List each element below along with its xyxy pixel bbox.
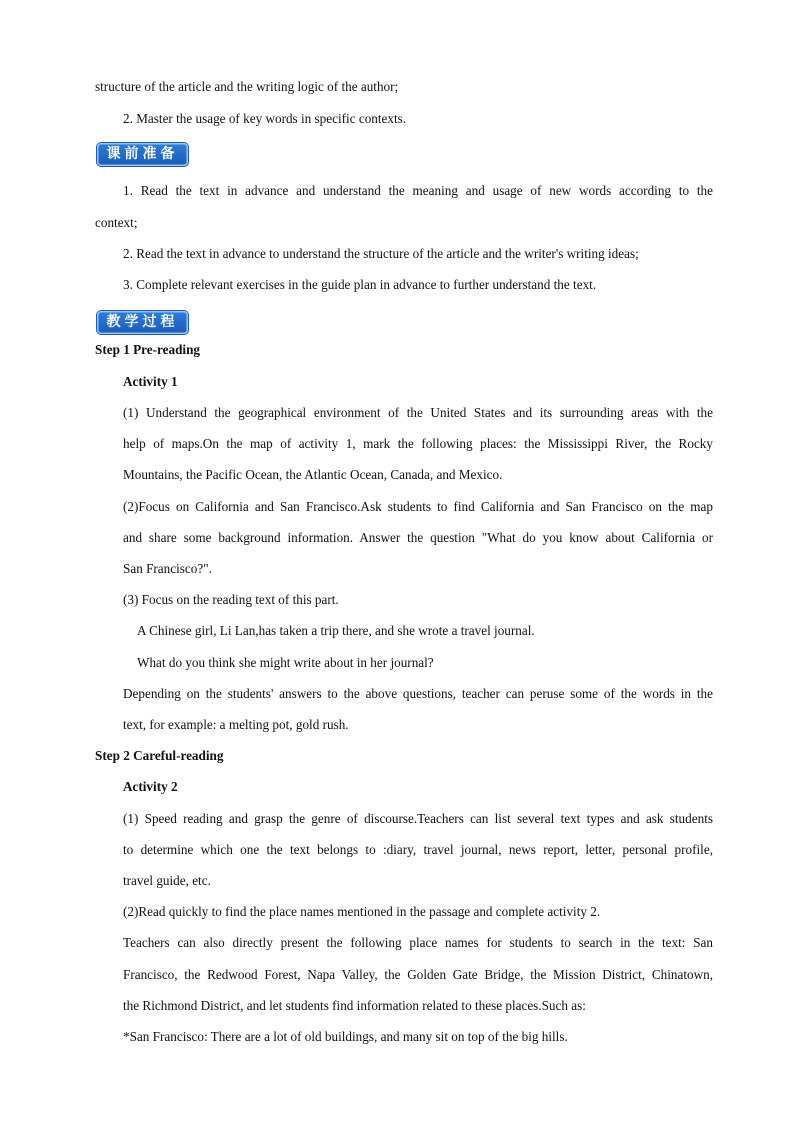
activity-heading: Activity 2: [123, 779, 178, 794]
section-badge-teaching-process: 教学过程: [97, 311, 188, 334]
text-line: (3) Focus on the reading text of this part.: [123, 592, 339, 607]
text-line: travel guide, etc.: [123, 873, 211, 888]
text-line: and share some background information. Answer the question "What do you know about California or: [123, 530, 713, 545]
text-line: A Chinese girl, Li Lan,has taken a trip there, and she wrote a travel journal.: [137, 623, 535, 638]
text-line: Depending on the students' answers to the above questions, teacher can peruse some of the words in the: [123, 686, 713, 701]
step-heading: Step 1 Pre-reading: [95, 342, 201, 357]
text-line: What do you think she might write about in her journal?: [137, 655, 434, 670]
preparation-item-3: 3. Complete relevant exercises in the guide plan in advance to further understand the text.: [123, 277, 597, 292]
text-line: (1) Understand the geographical environment of the United States and its surrounding areas with the: [123, 405, 713, 420]
preparation-item-2: 2. Read the text in advance to understand the structure of the article and the writer's writing ideas;: [123, 246, 639, 261]
section-badge-preparation: 课前准备: [97, 143, 188, 166]
text-line: Francisco, the Redwood Forest, Napa Valley, the Golden Gate Bridge, the Mission District, Chinatown,: [123, 967, 713, 982]
text-line: Teachers can also directly present the following place names for students to search in the text: San: [123, 935, 713, 950]
text-line: context;: [95, 215, 138, 230]
text-line: the Richmond District, and let students find information related to these places.Such as:: [123, 998, 586, 1013]
text-line: (1) Speed reading and grasp the genre of discourse.Teachers can list several text types and ask students: [123, 811, 713, 826]
preparation-item-1: 1. Read the text in advance and understand the meaning and usage of new words according to the: [123, 183, 713, 198]
text-line: help of maps.On the map of activity 1, mark the following places: the Mississippi River, the Rocky: [123, 436, 713, 451]
text-line: to determine which one the text belongs to :diary, travel journal, news report, letter, personal profile,: [123, 842, 713, 857]
text-line: text, for example: a melting pot, gold rush.: [123, 717, 349, 732]
text-line: structure of the article and the writing logic of the author;: [95, 79, 399, 94]
text-line: (2)Focus on California and San Francisco.Ask students to find California and San Francisco on the map: [123, 499, 713, 514]
text-line: (2)Read quickly to find the place names mentioned in the passage and complete activity 2.: [123, 904, 601, 919]
text-line: San Francisco?".: [123, 561, 212, 576]
objective-item-2: 2. Master the usage of key words in specific contexts.: [123, 111, 407, 126]
step-heading: Step 2 Careful-reading: [95, 748, 224, 763]
text-line: *San Francisco: There are a lot of old buildings, and many sit on top of the big hills.: [123, 1029, 568, 1044]
text-line: Mountains, the Pacific Ocean, the Atlantic Ocean, Canada, and Mexico.: [123, 467, 503, 482]
activity-heading: Activity 1: [123, 374, 178, 389]
